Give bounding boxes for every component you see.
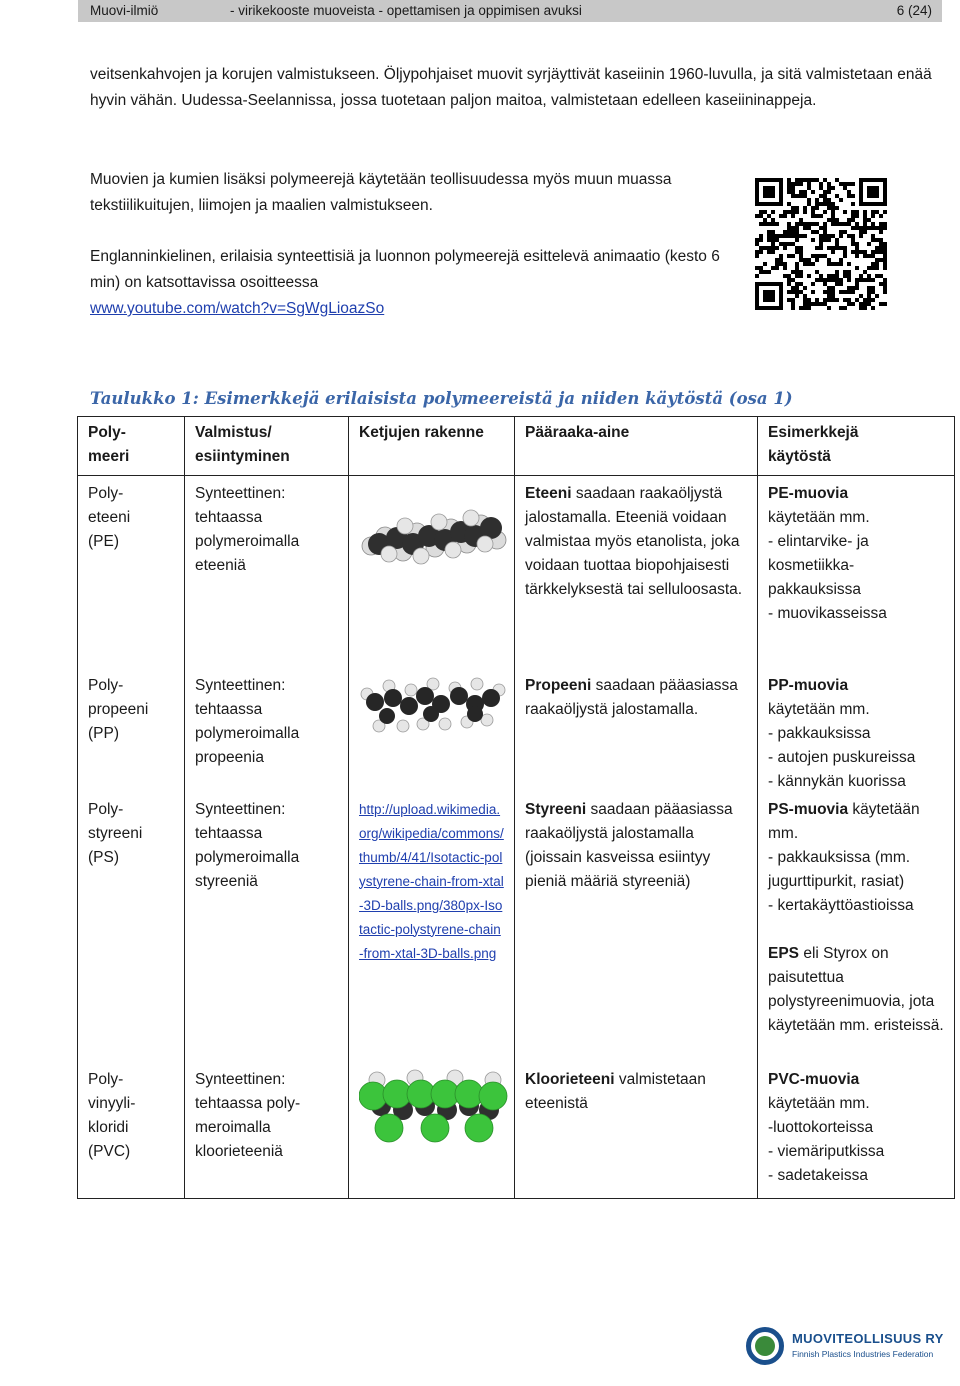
chain-cell bbox=[349, 796, 515, 1066]
raw-material-cell: Propeeni saadaan pääasiassa raakaöljystä jalostamalla. bbox=[515, 672, 758, 796]
pvc-molecule-image bbox=[359, 1068, 509, 1148]
chain-cell bbox=[349, 476, 515, 672]
raw-material-cell: Eteeni saadaan raakaöljystä jalostamalla. Eteeniä voidaan valmistaa myös etanolista, joka voidaan tuottaa biopohjaisesti tärkkelyksestä tai selluloosasta. bbox=[515, 476, 758, 672]
intro-paragraph-2: Muovien ja kumien lisäksi polymeerejä käytetään teollisuudessa myös muun muassa tekstiilikuitujen, liimojen ja maalien valmistukseen. bbox=[90, 171, 672, 214]
polyethylene-molecule-image bbox=[359, 482, 509, 592]
logo-dot-icon bbox=[755, 1336, 775, 1356]
raw-material-cell: Kloorieteeni valmistetaan eteenistä bbox=[515, 1066, 758, 1199]
polypropylene-molecule-image bbox=[359, 674, 509, 734]
table-row bbox=[78, 1066, 955, 1199]
page-number: 6 (24) bbox=[896, 3, 932, 18]
qr-code bbox=[755, 178, 887, 310]
page-header bbox=[78, 0, 942, 22]
polymer-name: Poly- propeeni (PP) bbox=[78, 672, 185, 796]
uses-cell: PP-muovia käytetään mm. - pakkauksissa - autojen puskureissa - kännykän kuorissa bbox=[758, 672, 955, 796]
chain-cell bbox=[349, 1066, 515, 1199]
animation-description: Englanninkielinen, erilaisia synteettisiä ja luonnon polymeerejä esittelevä animaatio (kesto 6 min) on katsottavissa osoitteessa bbox=[90, 248, 720, 291]
header-chain: Ketjujen rakenne bbox=[349, 417, 515, 476]
polymer-name: Poly- eteeni (PE) bbox=[78, 476, 185, 672]
header-subtitle: - virikekooste muoveista - opettamisen ja oppimisen avuksi bbox=[230, 3, 582, 18]
intro-paragraph-1: veitsenkahvojen ja korujen valmistukseen. Öljypohjaiset muovit syrjäyttivät kaseiinin 1960-luvulla, ja sitä valmistetaan enää hyvin vähän. Uudessa-Seelannissa, jossa tuotetaan paljon maitoa, valmistetaan edelleen kaseiininappeja. bbox=[90, 66, 932, 109]
header-raw-material: Pääraaka-aine bbox=[515, 417, 758, 476]
header-title: Muovi-ilmiö bbox=[90, 3, 159, 18]
source-cell: Synteettinen: tehtaassa poly- meroimalla kloorieteeniä bbox=[185, 1066, 349, 1199]
raw-material-cell: Styreeni saadaan pääasiassa raakaöljystä jalostamalla (joissain kasveissa esiintyy pieniä määriä styreeniä) bbox=[515, 796, 758, 1066]
table-header-row bbox=[78, 417, 955, 476]
polystyrene-image-url[interactable]: http://upload.wikimedia.org/wikipedia/commons/thumb/4/41/Isotactic-polystyrene-chain-from-xtal-3D-balls.png/380px-Isotactic-polystyrene-chain-from-xtal-3D-balls.png bbox=[359, 801, 504, 961]
polymer-name: Poly- vinyyli- kloridi (PVC) bbox=[78, 1066, 185, 1199]
uses-cell: PS-muovia käytetään mm. - pakkauksissa (mm. jugurttipurkit, rasiat) - kertakäyttöastioissa EPS eli Styrox on paisutettua polystyreenimuovia, jota käytetään mm. eristeissä. bbox=[758, 796, 955, 1066]
youtube-link[interactable]: www.youtube.com/watch?v=SgWgLioazSo bbox=[90, 300, 385, 317]
source-cell: Synteettinen: tehtaassa polymeroimalla styreeniä bbox=[185, 796, 349, 1066]
polymer-table bbox=[77, 416, 955, 1199]
header-uses: Esimerkkejä käytöstä bbox=[758, 417, 955, 476]
table-row bbox=[78, 476, 955, 672]
header-source: Valmistus/ esiintyminen bbox=[185, 417, 349, 476]
chain-cell bbox=[349, 672, 515, 796]
source-cell: Synteettinen: tehtaassa polymeroimalla propeenia bbox=[185, 672, 349, 796]
muoviteollisuus-logo bbox=[746, 1325, 946, 1371]
logo-subtitle: Finnish Plastics Industries Federation bbox=[792, 1349, 934, 1359]
table-row bbox=[78, 796, 955, 1066]
logo-name: MUOVITEOLLISUUS RY bbox=[792, 1331, 944, 1346]
source-cell: Synteettinen: tehtaassa polymeroimalla eteeniä bbox=[185, 476, 349, 672]
uses-cell: PVC-muovia käytetään mm. -luottokorteissa - viemäriputkissa - sadetakeissa bbox=[758, 1066, 955, 1199]
uses-cell: PE-muovia käytetään mm. - elintarvike- ja kosmetiikka-pakkauksissa - muovikasseissa bbox=[758, 476, 955, 672]
intro-paragraph-3 bbox=[90, 244, 730, 322]
table-row bbox=[78, 672, 955, 796]
polymer-name: Poly- styreeni (PS) bbox=[78, 796, 185, 1066]
header-polymer: Poly- meeri bbox=[78, 417, 185, 476]
table-caption: Taulukko 1: Esimerkkejä erilaisista polymeereistä ja niiden käytöstä (osa 1) bbox=[90, 389, 793, 408]
